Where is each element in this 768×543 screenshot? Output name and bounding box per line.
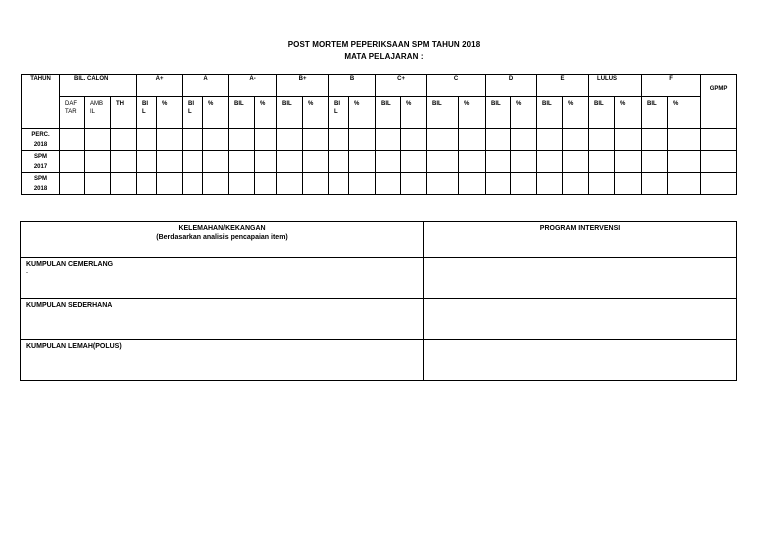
percent-subheader: % [511,97,537,129]
data-cell[interactable] [511,151,537,173]
percent-subheader: % [255,97,277,129]
data-cell[interactable] [459,151,486,173]
grade-header: C+ [376,75,427,97]
data-cell[interactable] [255,151,277,173]
data-cell[interactable] [303,129,329,151]
grade-header: A+ [137,75,183,97]
grade-header: D [486,75,537,97]
data-cell[interactable] [537,173,563,195]
grade-header: B [329,75,376,97]
group-excellent-label: KUMPULAN CEMERLANG [26,261,114,268]
bil-subheader: BIL [229,97,255,129]
data-cell[interactable] [427,173,459,195]
row-label: PERC. 2018 [22,129,60,151]
data-cell[interactable] [486,173,511,195]
data-cell[interactable] [255,129,277,151]
grade-header: F [642,75,701,97]
data-cell[interactable] [563,151,589,173]
data-cell[interactable] [229,129,255,151]
data-cell[interactable] [615,173,642,195]
data-cell[interactable] [401,173,427,195]
data-cell[interactable] [255,173,277,195]
data-cell[interactable] [589,173,615,195]
bil-subheader: BI L [329,97,349,129]
data-cell[interactable] [157,151,183,173]
data-cell[interactable] [111,173,137,195]
data-cell[interactable] [427,129,459,151]
group-weak-cell[interactable] [21,340,424,381]
grade-header: C [427,75,486,97]
data-cell[interactable] [303,151,329,173]
percent-subheader: % [615,97,642,129]
group-moderate-label: KUMPULAN SEDERHANA [26,302,113,309]
data-cell[interactable] [349,151,376,173]
bil-subheader: BIL [376,97,401,129]
bil-subheader: BI L [137,97,157,129]
data-cell[interactable] [60,129,85,151]
group-moderate-cell[interactable] [21,299,424,340]
data-cell[interactable] [537,129,563,151]
data-cell[interactable] [427,151,459,173]
data-cell[interactable] [376,173,401,195]
data-cell[interactable] [229,173,255,195]
calon-subheader: DAF TAR [60,97,85,129]
grade-header: B+ [277,75,329,97]
data-cell[interactable] [615,129,642,151]
group-excellent-note: - [26,270,28,276]
data-cell[interactable] [563,129,589,151]
percent-subheader: % [459,97,486,129]
data-cell[interactable] [277,151,303,173]
data-cell[interactable] [111,129,137,151]
data-cell[interactable] [459,173,486,195]
data-cell[interactable] [137,129,157,151]
data-cell[interactable] [349,173,376,195]
data-cell[interactable] [668,129,701,151]
data-cell[interactable] [401,129,427,151]
percent-subheader: % [401,97,427,129]
percent-subheader: % [668,97,701,129]
data-cell[interactable] [589,129,615,151]
intervention-title: PROGRAM INTERVENSI [539,225,621,232]
calon-subheader: AMB IL [85,97,111,129]
analysis-table [20,221,737,381]
bil-subheader: BIL [589,97,615,129]
grade-header: E [537,75,589,97]
intervention-moderate-cell[interactable] [424,299,737,340]
data-cell[interactable] [459,129,486,151]
data-cell[interactable] [401,151,427,173]
data-cell[interactable] [183,129,203,151]
data-cell[interactable] [137,173,157,195]
data-cell[interactable] [229,151,255,173]
data-cell[interactable] [615,151,642,173]
results-table [21,74,737,195]
data-cell[interactable] [303,173,329,195]
data-cell[interactable] [486,129,511,151]
data-cell[interactable] [563,173,589,195]
data-cell[interactable] [329,129,349,151]
data-cell[interactable] [376,151,401,173]
data-cell[interactable] [85,151,111,173]
intervention-weak-cell[interactable] [424,340,737,381]
weakness-header [21,222,424,258]
data-cell[interactable] [701,151,737,173]
data-cell[interactable] [137,151,157,173]
data-cell[interactable] [642,173,668,195]
row-label: SPM 2017 [22,151,60,173]
grade-header: A [183,75,229,97]
data-cell[interactable] [511,173,537,195]
data-cell[interactable] [157,173,183,195]
subject-label: MATA PELAJARAN : [344,52,424,61]
data-cell[interactable] [183,173,203,195]
page-title: POST MORTEM PEPERIKSAAN SPM TAHUN 2018 [287,40,481,49]
data-cell[interactable] [701,173,737,195]
data-cell[interactable] [376,129,401,151]
weakness-title: KELEMAHAN/KEKANGAN [178,225,266,232]
bil-subheader: BIL [486,97,511,129]
data-cell[interactable] [203,129,229,151]
row-label: SPM 2018 [22,173,60,195]
data-cell[interactable] [277,173,303,195]
grade-header: A- [229,75,277,97]
data-cell[interactable] [511,129,537,151]
data-cell[interactable] [203,173,229,195]
data-cell[interactable] [537,151,563,173]
tahun-header: TAHUN [22,75,60,129]
data-cell[interactable] [642,151,668,173]
percent-subheader: % [303,97,329,129]
percent-subheader: % [349,97,376,129]
data-cell[interactable] [60,151,85,173]
data-cell[interactable] [85,173,111,195]
bil-subheader: BIL [642,97,668,129]
data-cell[interactable] [111,151,137,173]
gpmp-header: GPMP [701,75,737,129]
percent-subheader: % [203,97,229,129]
data-cell[interactable] [668,173,701,195]
data-cell[interactable] [486,151,511,173]
data-cell[interactable] [701,129,737,151]
percent-subheader: % [563,97,589,129]
data-cell[interactable] [157,129,183,151]
bil-subheader: BIL [427,97,459,129]
data-cell[interactable] [329,173,349,195]
percent-subheader: % [157,97,183,129]
calon-subheader: TH [111,97,137,129]
bil-subheader: BIL [277,97,303,129]
data-cell[interactable] [85,129,111,151]
bil-calon-header: BIL. CALON [60,75,137,97]
intervention-excellent-cell[interactable] [424,258,737,299]
bil-subheader: BI L [183,97,203,129]
data-cell[interactable] [642,129,668,151]
group-weak-label: KUMPULAN LEMAH(POLUS) [26,343,122,350]
grade-header: LULUS [589,75,642,97]
data-cell[interactable] [668,151,701,173]
bil-subheader: BIL [537,97,563,129]
data-cell[interactable] [329,151,349,173]
data-cell[interactable] [277,129,303,151]
group-excellent-cell[interactable] [21,258,424,299]
data-cell[interactable] [183,151,203,173]
data-cell[interactable] [349,129,376,151]
data-cell[interactable] [203,151,229,173]
data-cell[interactable] [60,173,85,195]
data-cell[interactable] [589,151,615,173]
weakness-subtitle: (Berdasarkan analisis pencapaian item) [156,234,288,241]
intervention-header [424,222,737,258]
